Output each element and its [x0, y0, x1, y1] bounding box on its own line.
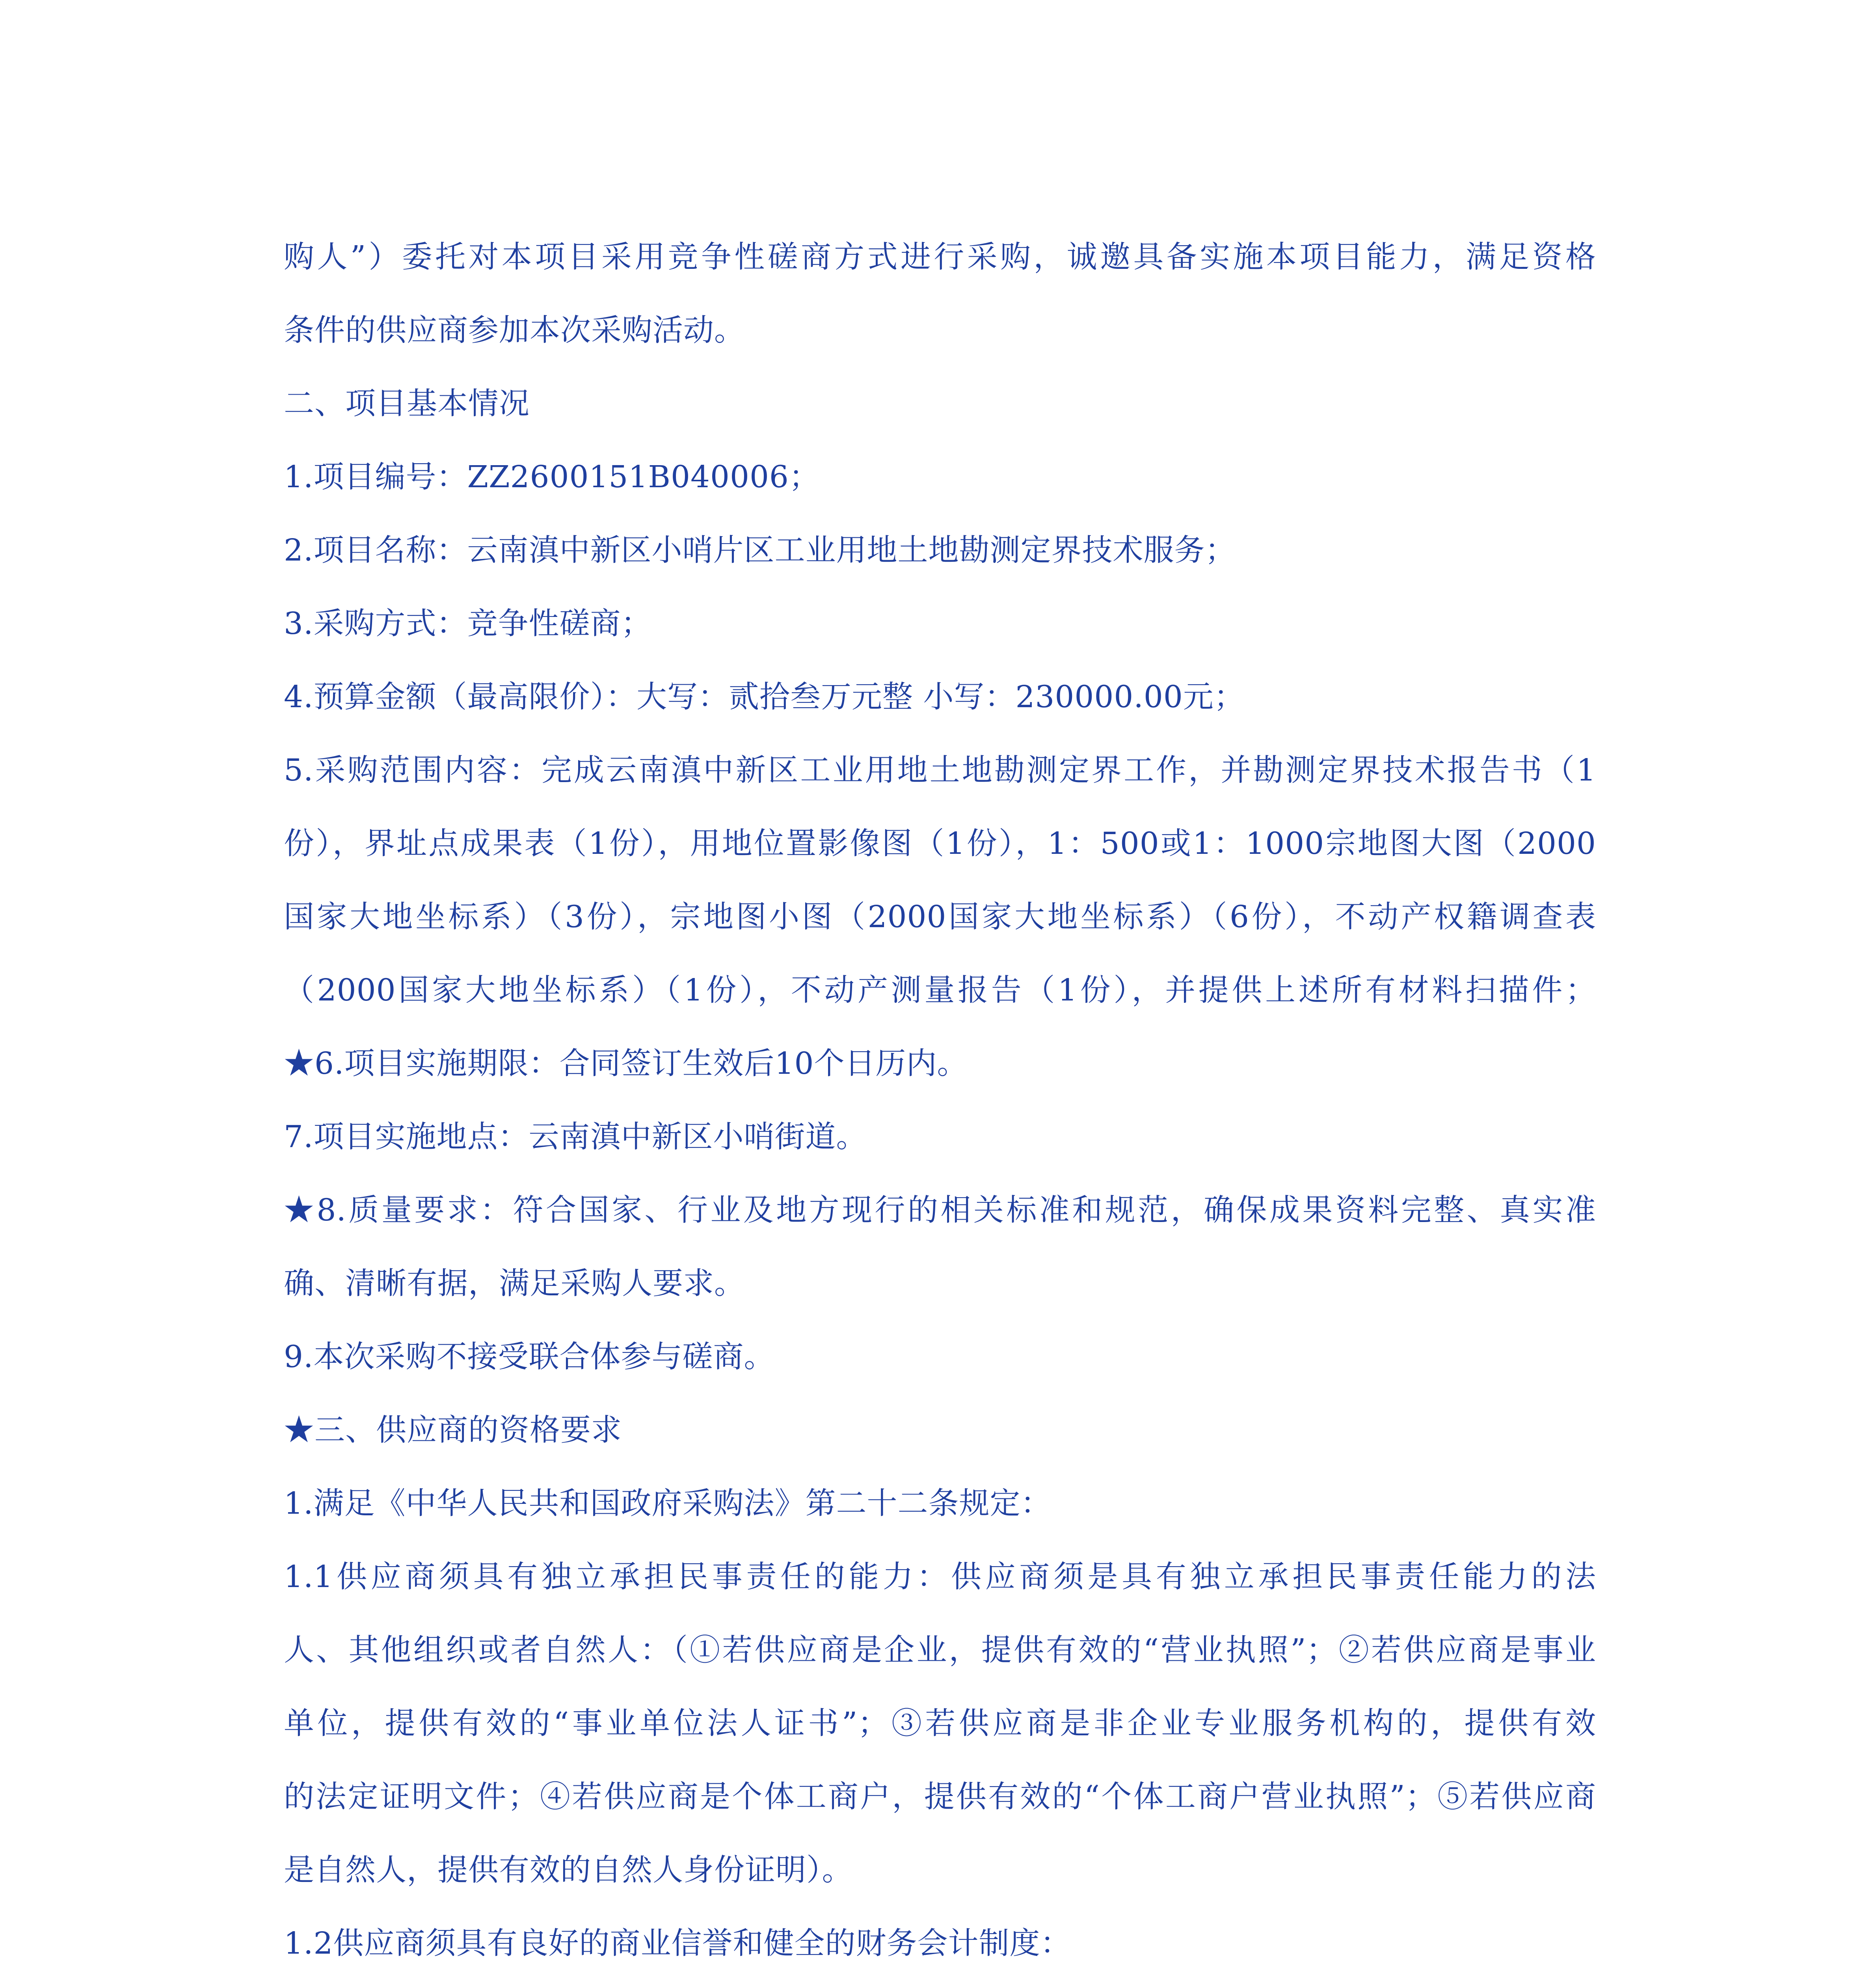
document-page: [284, 221, 1596, 1971]
document-body: [284, 221, 1596, 1971]
text-line: 9.本次采购不接受联合体参与磋商。: [284, 1339, 775, 1375]
text-line: 人、其他组织或者自然人：（①若供应商是企业，提供有效的“营业执照”；②若供应商是事业: [284, 1633, 1596, 1668]
text-line: 1.2供应商须具有良好的商业信誉和健全的财务会计制度：: [284, 1926, 1071, 1961]
text-line: 确、清晰有据，满足采购人要求。: [284, 1266, 745, 1301]
text-line: 1.满足《中华人民共和国政府采购法》第二十二条规定：: [284, 1486, 1052, 1521]
text-line: 3.采购方式：竞争性磋商；: [284, 606, 652, 641]
text-line: ★6.项目实施期限：合同签订生效后10个日历内。: [284, 1046, 968, 1081]
text-line: 5.采购范围内容：完成云南滇中新区工业用地土地勘测定界工作，并勘测定界技术报告书（1: [284, 753, 1596, 788]
text-line: 购人”）委托对本项目采用竞争性磋商方式进行采购，诚邀具备实施本项目能力，满足资格: [284, 240, 1596, 275]
text-line: 7.项目实施地点：云南滇中新区小哨街道。: [284, 1120, 867, 1155]
text-line: 2.项目名称：云南滇中新区小哨片区工业用地土地勘测定界技术服务；: [284, 533, 1236, 568]
text-line: 是自然人，提供有效的自然人身份证明）。: [284, 1853, 853, 1888]
text-line: 1.1供应商须具有独立承担民事责任的能力：供应商须是具有独立承担民事责任能力的法: [284, 1559, 1596, 1595]
text-line: （2000国家大地坐标系）（1份），不动产测量报告（1份），并提供上述所有材料扫描件；: [284, 973, 1596, 1008]
text-line: 1.项目编号：ZZ2600151B040006；: [284, 460, 820, 495]
text-line: 国家大地坐标系）（3份），宗地图小图（2000国家大地坐标系）（6份），不动产权籍调查表: [284, 900, 1596, 935]
text-line: ★8.质量要求：符合国家、行业及地方现行的相关标准和规范，确保成果资料完整、真实准: [284, 1193, 1596, 1228]
text-line: 的法定证明文件；④若供应商是个体工商户，提供有效的“个体工商户营业执照”；⑤若供应商: [284, 1779, 1596, 1815]
text-line: 4.预算金额（最高限价）：大写：贰拾叁万元整 小写：230000.00元；: [284, 680, 1245, 715]
text-line: 条件的供应商参加本次采购活动。: [284, 313, 745, 348]
text-line: ★三、供应商的资格要求: [284, 1413, 622, 1448]
text-line: 二、项目基本情况: [284, 386, 530, 421]
text-line: 单位，提供有效的“事业单位法人证书”；③若供应商是非企业专业服务机构的，提供有效: [284, 1706, 1596, 1741]
text-line: 份），界址点成果表（1份），用地位置影像图（1份），1：500或1：1000宗地图大图（2000: [284, 826, 1596, 861]
